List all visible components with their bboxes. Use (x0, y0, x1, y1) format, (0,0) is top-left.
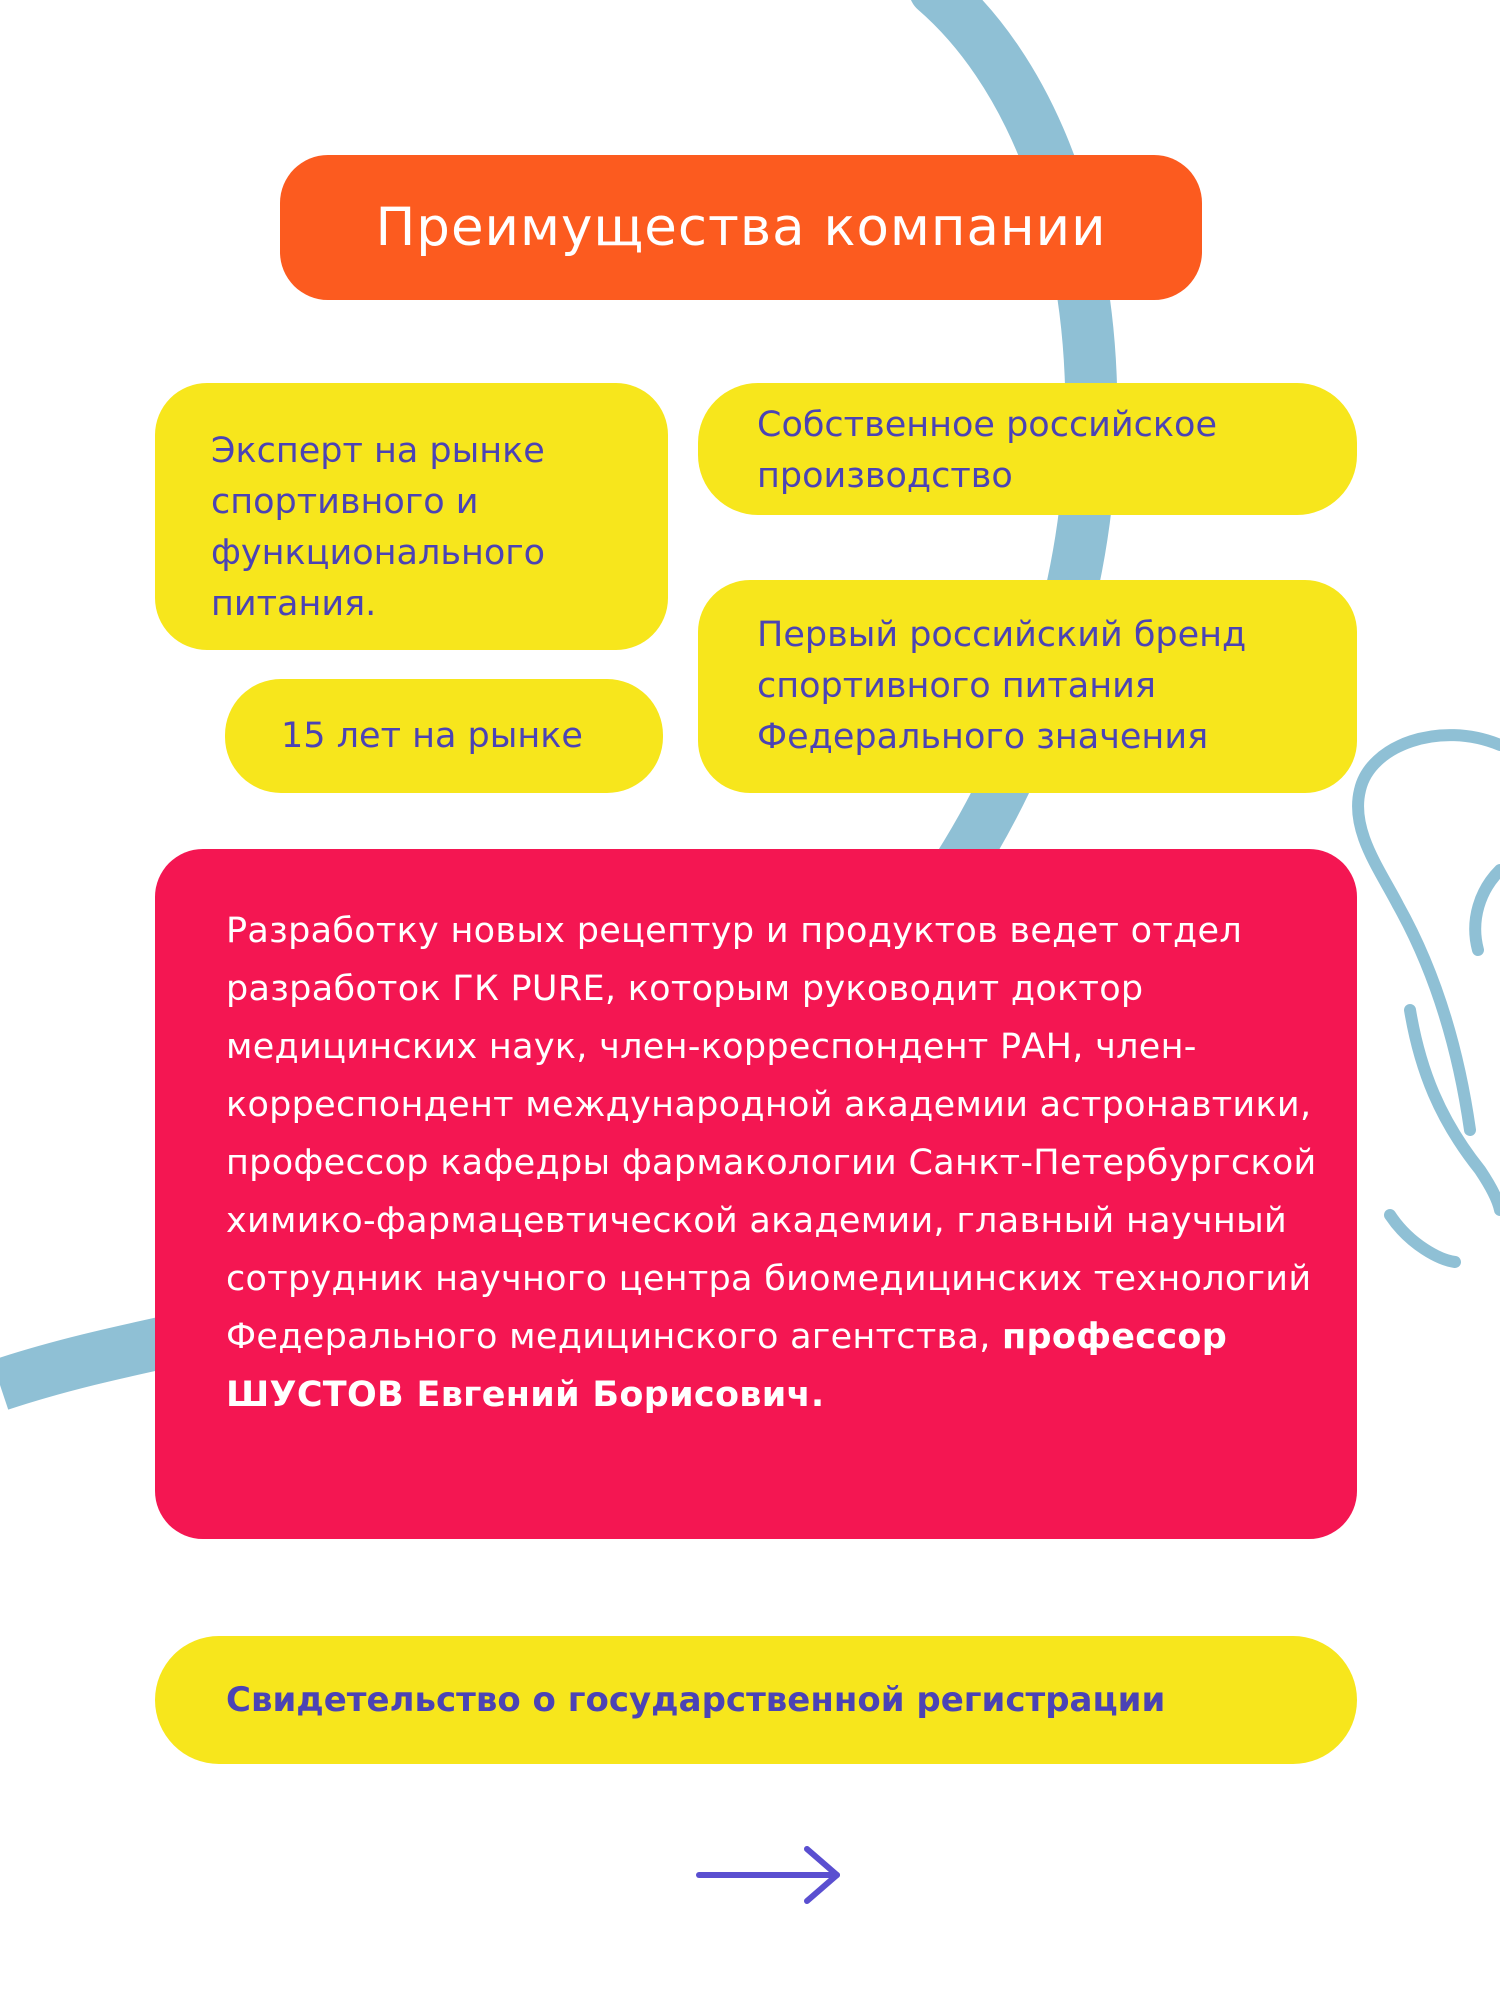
certificate-label: Свидетельство о государственной регистрации (226, 1680, 1166, 1720)
certificate-button[interactable] (155, 1636, 1357, 1764)
info-card (155, 849, 1357, 1539)
info-text: Разработку новых рецептур и продуктов ведет отдел разработок ГК PURE, которым руководит доктор медицинских наук, член-корреспондент РАН, член-корреспондент международной академии астронавтики, профессор кафедры фармакологии Санкт-Петербургской химико-фармацевтической академии, главный научный сотрудник научного центра биомедицинских технологий Федерального медицинского агентства, (226, 911, 1317, 1357)
page-title: Преимущества компании (280, 155, 1202, 300)
feature-text: Собственное российское производство (757, 405, 1218, 496)
arrow-right-icon[interactable] (695, 1845, 845, 1905)
feature-text: 15 лет на рынке (281, 716, 583, 756)
feature-card-production (698, 383, 1357, 515)
feature-card-expert (155, 383, 668, 650)
feature-card-years (225, 679, 663, 793)
feature-text: Первый российский бренд спортивного питания Федерального значения (757, 615, 1247, 757)
feature-card-first-brand (698, 580, 1357, 793)
info-bold-name: профессор ШУСТОВ Евгений Борисович. (226, 1317, 1228, 1415)
feature-text: Эксперт на рынке спортивного и функционального питания. (211, 431, 546, 624)
